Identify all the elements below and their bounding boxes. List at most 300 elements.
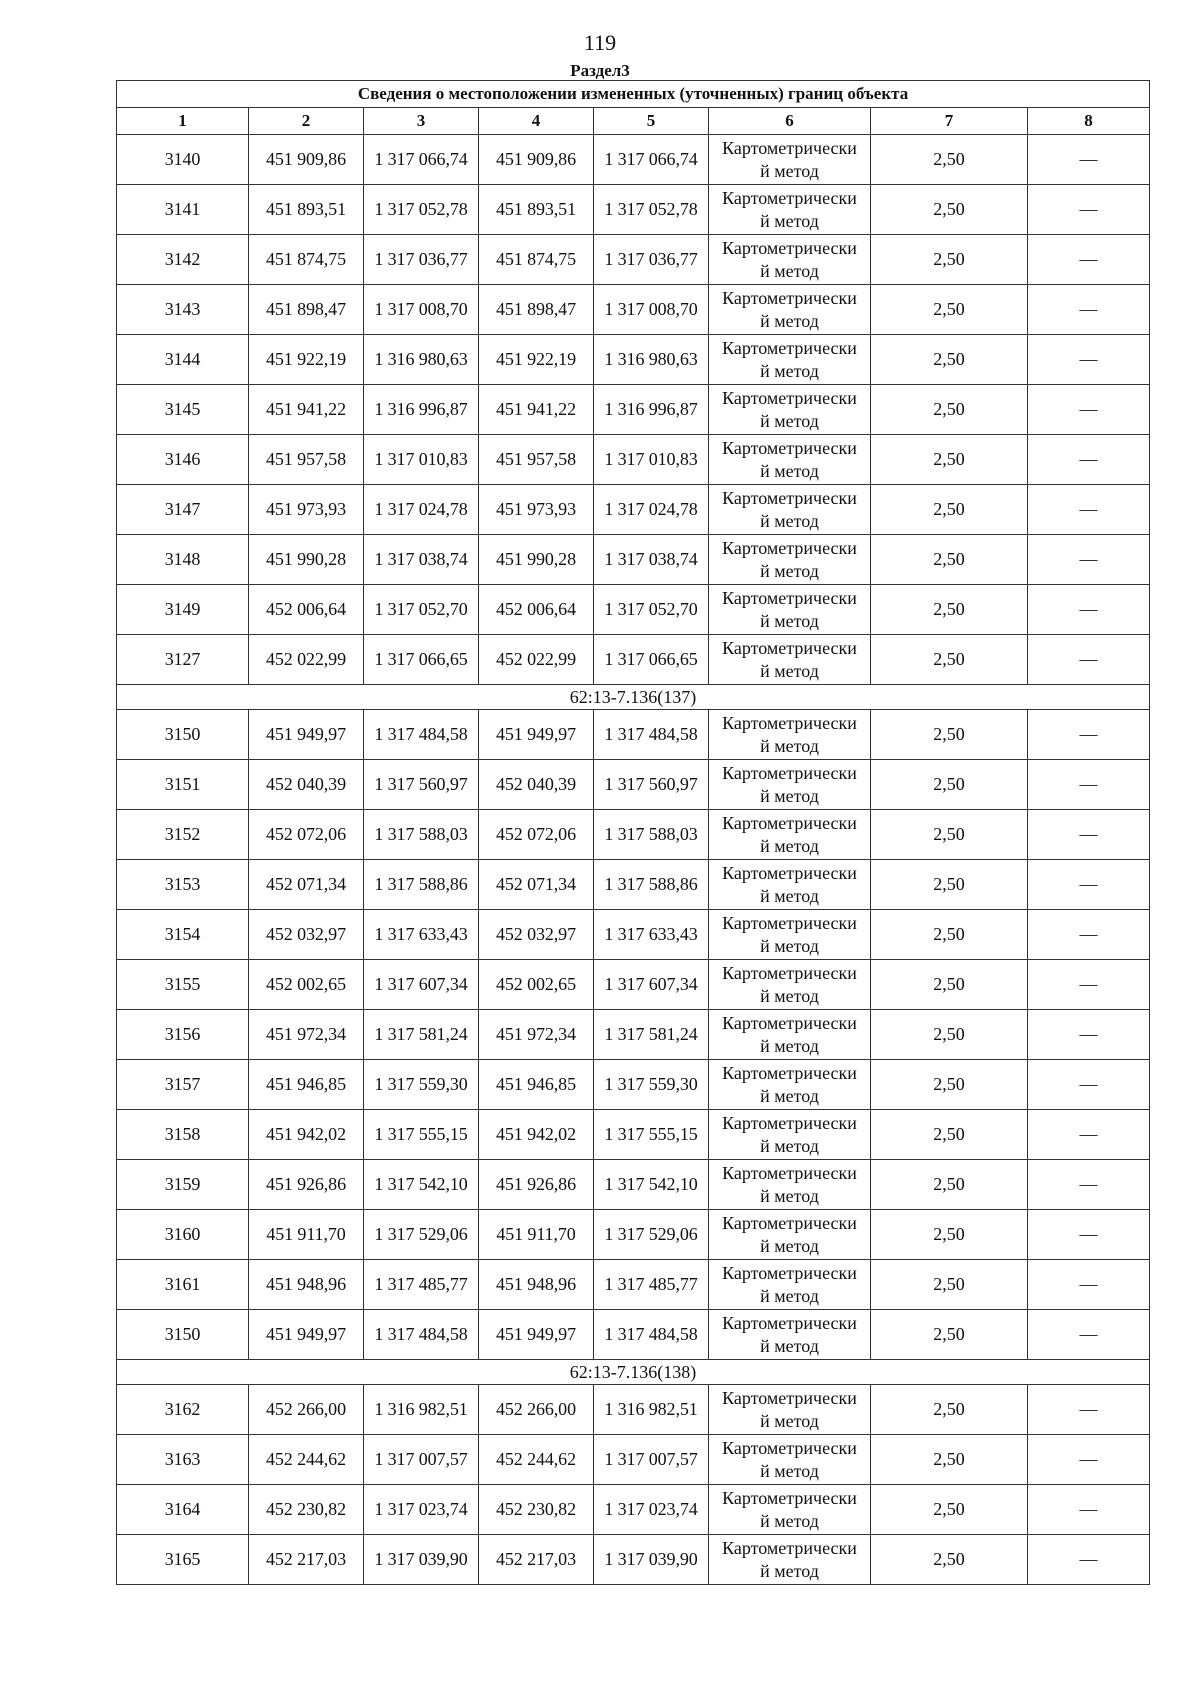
description-cell: — (1028, 1310, 1150, 1360)
method-line-1: Картометрически (722, 437, 857, 458)
boundary-coordinates-table (116, 80, 1150, 1585)
coord-y-new: 1 317 066,74 (594, 135, 709, 185)
coord-y-existing: 1 317 555,15 (364, 1110, 479, 1160)
coord-y-new: 1 317 038,74 (594, 535, 709, 585)
method-line-2: й метод (760, 310, 819, 331)
method-line-1: Картометрически (722, 912, 857, 933)
table-row (117, 1485, 1150, 1535)
table-row (117, 535, 1150, 585)
method-line-1: Картометрически (722, 712, 857, 733)
point-number: 3156 (117, 1010, 249, 1060)
description-cell: — (1028, 585, 1150, 635)
coord-x-new: 452 022,99 (479, 635, 594, 685)
method-cell (709, 535, 871, 585)
method-line-1: Картометрически (722, 1212, 857, 1233)
point-number: 3165 (117, 1535, 249, 1585)
coord-x-existing: 452 006,64 (249, 585, 364, 635)
method-line-2: й метод (760, 660, 819, 681)
coord-y-existing: 1 316 982,51 (364, 1385, 479, 1435)
coord-y-existing: 1 317 542,10 (364, 1160, 479, 1210)
column-number-6: 6 (709, 108, 871, 135)
method-line-2: й метод (760, 360, 819, 381)
coord-y-new: 1 317 484,58 (594, 710, 709, 760)
coord-x-existing: 452 072,06 (249, 810, 364, 860)
coord-x-new: 451 946,85 (479, 1060, 594, 1110)
coord-y-new: 1 316 980,63 (594, 335, 709, 385)
point-number: 3127 (117, 635, 249, 685)
method-line-2: й метод (760, 935, 819, 956)
method-line-1: Картометрически (722, 237, 857, 258)
coord-x-existing: 451 973,93 (249, 485, 364, 535)
description-cell: — (1028, 1110, 1150, 1160)
group-header-row (117, 1360, 1150, 1385)
coord-y-new: 1 317 066,65 (594, 635, 709, 685)
method-line-2: й метод (760, 985, 819, 1006)
method-line-2: й метод (760, 510, 819, 531)
method-line-2: й метод (760, 1510, 819, 1531)
coord-y-new: 1 317 052,70 (594, 585, 709, 635)
point-number: 3157 (117, 1060, 249, 1110)
description-cell: — (1028, 1485, 1150, 1535)
coord-y-existing: 1 317 024,78 (364, 485, 479, 535)
method-line-2: й метод (760, 1135, 819, 1156)
coord-x-existing: 452 217,03 (249, 1535, 364, 1585)
table-row (117, 385, 1150, 435)
method-line-2: й метод (760, 835, 819, 856)
table-row (117, 1060, 1150, 1110)
point-number: 3154 (117, 910, 249, 960)
coord-y-existing: 1 317 066,65 (364, 635, 479, 685)
accuracy-cell: 2,50 (871, 635, 1028, 685)
method-line-1: Картометрически (722, 387, 857, 408)
accuracy-cell: 2,50 (871, 960, 1028, 1010)
description-cell: — (1028, 285, 1150, 335)
accuracy-cell: 2,50 (871, 1485, 1028, 1535)
coord-y-existing: 1 317 560,97 (364, 760, 479, 810)
table-row (117, 635, 1150, 685)
description-cell: — (1028, 810, 1150, 860)
method-cell (709, 760, 871, 810)
method-cell (709, 1385, 871, 1435)
description-cell: — (1028, 860, 1150, 910)
method-line-1: Картометрически (722, 1262, 857, 1283)
accuracy-cell: 2,50 (871, 485, 1028, 535)
coord-y-existing: 1 317 038,74 (364, 535, 479, 585)
column-number-7: 7 (871, 108, 1028, 135)
point-number: 3147 (117, 485, 249, 535)
point-number: 3145 (117, 385, 249, 435)
point-number: 3153 (117, 860, 249, 910)
description-cell: — (1028, 960, 1150, 1010)
coord-y-new: 1 317 581,24 (594, 1010, 709, 1060)
table-caption: Сведения о местоположении измененных (уточненных) границ объекта (117, 81, 1150, 108)
group-label: 62:13-7.136(138) (117, 1360, 1150, 1385)
accuracy-cell: 2,50 (871, 385, 1028, 435)
method-cell (709, 385, 871, 435)
coord-y-existing: 1 317 052,70 (364, 585, 479, 635)
coord-x-existing: 451 949,97 (249, 1310, 364, 1360)
method-line-2: й метод (760, 210, 819, 231)
method-line-1: Картометрически (722, 1437, 857, 1458)
accuracy-cell: 2,50 (871, 1435, 1028, 1485)
coord-x-new: 451 949,97 (479, 710, 594, 760)
coord-x-existing: 451 893,51 (249, 185, 364, 235)
coord-x-new: 451 874,75 (479, 235, 594, 285)
table-row (117, 585, 1150, 635)
method-line-1: Картометрически (722, 1537, 857, 1558)
coord-x-existing: 452 040,39 (249, 760, 364, 810)
coord-y-existing: 1 317 484,58 (364, 1310, 479, 1360)
method-line-1: Картометрически (722, 962, 857, 983)
coord-x-new: 452 006,64 (479, 585, 594, 635)
coord-x-new: 451 922,19 (479, 335, 594, 385)
method-line-2: й метод (760, 1335, 819, 1356)
point-number: 3160 (117, 1210, 249, 1260)
table-body (117, 135, 1150, 1585)
column-number-row (117, 108, 1150, 135)
coord-y-existing: 1 317 559,30 (364, 1060, 479, 1110)
table-row (117, 1385, 1150, 1435)
point-number: 3142 (117, 235, 249, 285)
table-row (117, 485, 1150, 535)
coord-y-existing: 1 317 052,78 (364, 185, 479, 235)
coord-x-new: 451 911,70 (479, 1210, 594, 1260)
method-line-1: Картометрически (722, 537, 857, 558)
method-line-1: Картометрически (722, 812, 857, 833)
point-number: 3152 (117, 810, 249, 860)
accuracy-cell: 2,50 (871, 1060, 1028, 1110)
coord-y-new: 1 317 633,43 (594, 910, 709, 960)
coord-y-new: 1 317 484,58 (594, 1310, 709, 1360)
coord-x-existing: 451 898,47 (249, 285, 364, 335)
coord-y-existing: 1 317 529,06 (364, 1210, 479, 1260)
table-row (117, 235, 1150, 285)
accuracy-cell: 2,50 (871, 185, 1028, 235)
column-number-2: 2 (249, 108, 364, 135)
coord-x-existing: 451 926,86 (249, 1160, 364, 1210)
description-cell: — (1028, 910, 1150, 960)
coord-y-new: 1 317 588,03 (594, 810, 709, 860)
coord-x-existing: 451 948,96 (249, 1260, 364, 1310)
method-line-1: Картометрически (722, 1162, 857, 1183)
description-cell: — (1028, 335, 1150, 385)
coord-y-new: 1 317 008,70 (594, 285, 709, 335)
accuracy-cell: 2,50 (871, 1385, 1028, 1435)
coord-y-existing: 1 317 633,43 (364, 910, 479, 960)
method-cell (709, 960, 871, 1010)
table-row (117, 135, 1150, 185)
column-number-1: 1 (117, 108, 249, 135)
accuracy-cell: 2,50 (871, 1310, 1028, 1360)
accuracy-cell: 2,50 (871, 860, 1028, 910)
point-number: 3150 (117, 1310, 249, 1360)
method-line-1: Картометрически (722, 1387, 857, 1408)
coord-y-new: 1 317 485,77 (594, 1260, 709, 1310)
point-number: 3159 (117, 1160, 249, 1210)
point-number: 3143 (117, 285, 249, 335)
table-row (117, 185, 1150, 235)
method-cell (709, 335, 871, 385)
accuracy-cell: 2,50 (871, 535, 1028, 585)
table-row (117, 1210, 1150, 1260)
table-row (117, 760, 1150, 810)
coord-y-new: 1 317 588,86 (594, 860, 709, 910)
accuracy-cell: 2,50 (871, 1535, 1028, 1585)
method-line-1: Картометрически (722, 487, 857, 508)
coord-x-existing: 452 244,62 (249, 1435, 364, 1485)
method-cell (709, 235, 871, 285)
coord-y-new: 1 317 052,78 (594, 185, 709, 235)
accuracy-cell: 2,50 (871, 760, 1028, 810)
description-cell: — (1028, 1010, 1150, 1060)
method-cell (709, 485, 871, 535)
coord-x-existing: 451 911,70 (249, 1210, 364, 1260)
method-line-2: й метод (760, 735, 819, 756)
description-cell: — (1028, 535, 1150, 585)
accuracy-cell: 2,50 (871, 710, 1028, 760)
method-cell (709, 1310, 871, 1360)
point-number: 3151 (117, 760, 249, 810)
table-row (117, 810, 1150, 860)
point-number: 3146 (117, 435, 249, 485)
description-cell: — (1028, 1385, 1150, 1435)
coord-x-existing: 452 230,82 (249, 1485, 364, 1535)
table-row (117, 1260, 1150, 1310)
description-cell: — (1028, 1435, 1150, 1485)
description-cell: — (1028, 185, 1150, 235)
coord-y-new: 1 316 982,51 (594, 1385, 709, 1435)
method-line-2: й метод (760, 1410, 819, 1431)
coord-x-new: 451 990,28 (479, 535, 594, 585)
method-cell (709, 435, 871, 485)
column-number-5: 5 (594, 108, 709, 135)
coord-x-existing: 451 942,02 (249, 1110, 364, 1160)
accuracy-cell: 2,50 (871, 1210, 1028, 1260)
coord-y-existing: 1 317 007,57 (364, 1435, 479, 1485)
section-title: Раздел3 (570, 61, 630, 80)
coord-x-new: 451 893,51 (479, 185, 594, 235)
method-line-1: Картометрически (722, 1487, 857, 1508)
coord-x-new: 451 898,47 (479, 285, 594, 335)
method-line-1: Картометрически (722, 637, 857, 658)
description-cell: — (1028, 385, 1150, 435)
description-cell: — (1028, 1535, 1150, 1585)
coord-x-existing: 452 002,65 (249, 960, 364, 1010)
method-line-1: Картометрически (722, 187, 857, 208)
method-line-1: Картометрически (722, 1062, 857, 1083)
method-line-2: й метод (760, 1285, 819, 1306)
table-row (117, 860, 1150, 910)
method-cell (709, 1010, 871, 1060)
method-cell (709, 1435, 871, 1485)
point-number: 3150 (117, 710, 249, 760)
table-row (117, 960, 1150, 1010)
table-row (117, 1160, 1150, 1210)
method-cell (709, 710, 871, 760)
method-cell (709, 860, 871, 910)
coord-y-existing: 1 316 996,87 (364, 385, 479, 435)
coord-x-new: 452 002,65 (479, 960, 594, 1010)
method-line-2: й метод (760, 1035, 819, 1056)
description-cell: — (1028, 710, 1150, 760)
method-line-1: Картометрически (722, 862, 857, 883)
coord-y-existing: 1 317 023,74 (364, 1485, 479, 1535)
description-cell: — (1028, 435, 1150, 485)
coord-x-existing: 452 032,97 (249, 910, 364, 960)
coord-x-existing: 452 266,00 (249, 1385, 364, 1435)
accuracy-cell: 2,50 (871, 1260, 1028, 1310)
point-number: 3141 (117, 185, 249, 235)
method-line-2: й метод (760, 885, 819, 906)
method-line-2: й метод (760, 1560, 819, 1581)
table-row (117, 435, 1150, 485)
table-row (117, 285, 1150, 335)
method-line-2: й метод (760, 560, 819, 581)
description-cell: — (1028, 485, 1150, 535)
method-line-2: й метод (760, 1185, 819, 1206)
accuracy-cell: 2,50 (871, 435, 1028, 485)
accuracy-cell: 2,50 (871, 335, 1028, 385)
method-cell (709, 1535, 871, 1585)
method-cell (709, 185, 871, 235)
coord-y-new: 1 317 560,97 (594, 760, 709, 810)
coord-y-new: 1 317 010,83 (594, 435, 709, 485)
description-cell: — (1028, 235, 1150, 285)
point-number: 3163 (117, 1435, 249, 1485)
coord-y-new: 1 317 039,90 (594, 1535, 709, 1585)
point-number: 3148 (117, 535, 249, 585)
method-line-2: й метод (760, 460, 819, 481)
method-line-2: й метод (760, 260, 819, 281)
point-number: 3155 (117, 960, 249, 1010)
method-cell (709, 1160, 871, 1210)
point-number: 3161 (117, 1260, 249, 1310)
table-row (117, 910, 1150, 960)
coord-y-existing: 1 317 010,83 (364, 435, 479, 485)
method-line-1: Картометрически (722, 1312, 857, 1333)
method-line-2: й метод (760, 1235, 819, 1256)
coord-x-new: 452 266,00 (479, 1385, 594, 1435)
point-number: 3144 (117, 335, 249, 385)
coord-x-existing: 451 874,75 (249, 235, 364, 285)
method-cell (709, 135, 871, 185)
description-cell: — (1028, 635, 1150, 685)
point-number: 3162 (117, 1385, 249, 1435)
method-cell (709, 810, 871, 860)
coord-y-existing: 1 317 008,70 (364, 285, 479, 335)
description-cell: — (1028, 135, 1150, 185)
column-number-8: 8 (1028, 108, 1150, 135)
coord-y-existing: 1 317 485,77 (364, 1260, 479, 1310)
coord-y-existing: 1 317 588,86 (364, 860, 479, 910)
coord-x-new: 451 926,86 (479, 1160, 594, 1210)
coord-y-new: 1 317 607,34 (594, 960, 709, 1010)
method-cell (709, 585, 871, 635)
method-line-2: й метод (760, 410, 819, 431)
coord-x-new: 452 244,62 (479, 1435, 594, 1485)
column-number-3: 3 (364, 108, 479, 135)
table-row (117, 1435, 1150, 1485)
coord-x-existing: 451 949,97 (249, 710, 364, 760)
coord-x-existing: 452 071,34 (249, 860, 364, 910)
point-number: 3164 (117, 1485, 249, 1535)
coord-x-new: 452 230,82 (479, 1485, 594, 1535)
coord-y-existing: 1 317 039,90 (364, 1535, 479, 1585)
method-line-2: й метод (760, 610, 819, 631)
table-row (117, 1310, 1150, 1360)
coord-x-new: 451 949,97 (479, 1310, 594, 1360)
coord-x-new: 452 071,34 (479, 860, 594, 910)
coord-y-new: 1 317 555,15 (594, 1110, 709, 1160)
method-cell (709, 1060, 871, 1110)
coord-x-new: 451 957,58 (479, 435, 594, 485)
coord-y-new: 1 317 542,10 (594, 1160, 709, 1210)
coord-x-existing: 451 941,22 (249, 385, 364, 435)
accuracy-cell: 2,50 (871, 235, 1028, 285)
table-row (117, 1535, 1150, 1585)
method-cell (709, 635, 871, 685)
coord-y-existing: 1 317 581,24 (364, 1010, 479, 1060)
accuracy-cell: 2,50 (871, 585, 1028, 635)
coord-x-new: 451 972,34 (479, 1010, 594, 1060)
coord-x-new: 451 942,02 (479, 1110, 594, 1160)
table-row (117, 710, 1150, 760)
point-number: 3158 (117, 1110, 249, 1160)
accuracy-cell: 2,50 (871, 1160, 1028, 1210)
coord-x-existing: 451 946,85 (249, 1060, 364, 1110)
accuracy-cell: 2,50 (871, 135, 1028, 185)
table-row (117, 1110, 1150, 1160)
coord-x-new: 452 072,06 (479, 810, 594, 860)
coord-y-existing: 1 317 588,03 (364, 810, 479, 860)
coord-x-existing: 451 990,28 (249, 535, 364, 585)
point-number: 3140 (117, 135, 249, 185)
description-cell: — (1028, 1160, 1150, 1210)
coord-y-existing: 1 316 980,63 (364, 335, 479, 385)
coord-y-new: 1 317 024,78 (594, 485, 709, 535)
description-cell: — (1028, 1060, 1150, 1110)
accuracy-cell: 2,50 (871, 810, 1028, 860)
group-label: 62:13-7.136(137) (117, 685, 1150, 710)
coord-x-new: 451 973,93 (479, 485, 594, 535)
coord-x-existing: 452 022,99 (249, 635, 364, 685)
coord-y-new: 1 317 529,06 (594, 1210, 709, 1260)
coord-x-new: 451 941,22 (479, 385, 594, 435)
method-cell (709, 1260, 871, 1310)
method-cell (709, 1485, 871, 1535)
coord-x-existing: 451 957,58 (249, 435, 364, 485)
method-line-1: Картометрически (722, 1112, 857, 1133)
coord-x-new: 451 909,86 (479, 135, 594, 185)
coord-y-existing: 1 317 066,74 (364, 135, 479, 185)
method-cell (709, 1110, 871, 1160)
description-cell: — (1028, 760, 1150, 810)
method-cell (709, 1210, 871, 1260)
accuracy-cell: 2,50 (871, 1110, 1028, 1160)
coord-x-existing: 451 909,86 (249, 135, 364, 185)
coord-x-new: 451 948,96 (479, 1260, 594, 1310)
description-cell: — (1028, 1210, 1150, 1260)
coord-y-new: 1 317 023,74 (594, 1485, 709, 1535)
method-line-1: Картометрически (722, 137, 857, 158)
coord-y-existing: 1 317 607,34 (364, 960, 479, 1010)
coord-x-existing: 451 972,34 (249, 1010, 364, 1060)
coord-y-existing: 1 317 484,58 (364, 710, 479, 760)
page-number: 119 (583, 30, 617, 55)
description-cell: — (1028, 1260, 1150, 1310)
coord-y-new: 1 316 996,87 (594, 385, 709, 435)
method-cell (709, 910, 871, 960)
